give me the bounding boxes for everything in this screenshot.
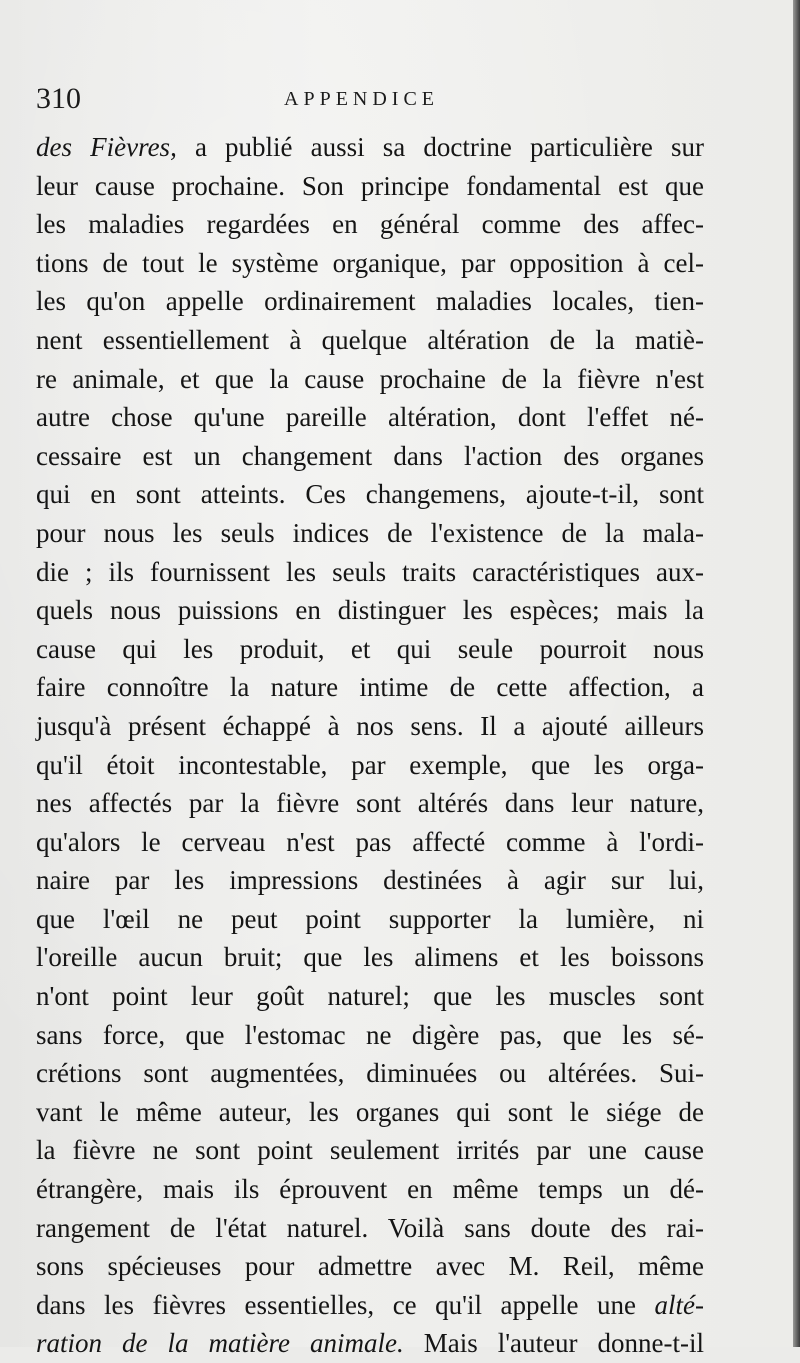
- text-line: [36, 1054, 704, 1093]
- text-line: [36, 398, 704, 437]
- text-segment: qui en sont atteints. Ces changemens, ajoute-t-il, sont: [36, 479, 704, 510]
- text-segment: tions de tout le système organique, par opposition à cel-: [36, 247, 704, 278]
- text-segment: cessaire est un changement dans l'action des organes: [36, 440, 704, 471]
- text-line: [36, 977, 704, 1016]
- text-segment: quels nous puissions en distinguer les espèces; mais la: [36, 595, 704, 626]
- text-segment: crétions sont augmentées, diminuées ou altérées. Sui-: [36, 1058, 704, 1089]
- text-line: [36, 823, 704, 862]
- text-line: [36, 514, 704, 553]
- text-line: [36, 707, 704, 746]
- text-line: [36, 167, 704, 206]
- text-segment: sons spécieuses pour admettre avec M. Reil, même: [36, 1251, 704, 1282]
- page-edge-shadow: [793, 0, 800, 1347]
- text-line: [36, 1093, 704, 1132]
- text-segment: dans les fièvres essentielles, ce qu'il appelle une: [36, 1289, 655, 1320]
- text-line: [36, 746, 704, 785]
- text-segment: ration de la matière animale.: [36, 1328, 404, 1359]
- text-segment: que l'œil ne peut point supporter la lumière, ni: [36, 903, 704, 934]
- text-line: [36, 1170, 704, 1209]
- text-line: [36, 668, 704, 707]
- text-line: [36, 900, 704, 939]
- text-segment: pour nous les seuls indices de l'existence de la mala-: [36, 517, 704, 548]
- text-segment: re animale, et que la cause prochaine de la fièvre n'est: [36, 363, 704, 394]
- text-segment: nes affectés par la fièvre sont altérés dans leur nature,: [36, 788, 704, 819]
- text-line: [36, 1209, 704, 1248]
- text-line: [36, 1247, 704, 1286]
- text-segment: naire par les impressions destinées à agir sur lui,: [36, 865, 704, 896]
- text-segment: a publié aussi sa doctrine particulière sur: [176, 132, 704, 162]
- text-segment: faire connoître la nature intime de cette affection, a: [36, 672, 704, 703]
- text-line: [36, 591, 704, 630]
- text-line: [36, 205, 704, 244]
- text-line: [36, 861, 704, 900]
- text-line: [36, 475, 704, 514]
- text-segment: Mais l'auteur donne-t-il: [403, 1328, 704, 1359]
- text-segment: des Fièvres,: [36, 132, 177, 162]
- text-segment: vant le même auteur, les organes qui sont le siége de: [36, 1096, 704, 1127]
- page-number: 310: [36, 82, 81, 115]
- text-segment: qu'il étoit incontestable, par exemple, que les orga-: [36, 749, 704, 780]
- text-segment: sans force, que l'estomac ne digère pas, que les sé-: [36, 1019, 704, 1050]
- text-segment: l'oreille aucun bruit; que les alimens et les boissons: [36, 942, 704, 973]
- text-line: [36, 437, 704, 476]
- text-segment: qu'alors le cerveau n'est pas affecté comme à l'ordi-: [36, 826, 704, 857]
- running-head: APPENDICE: [284, 88, 440, 110]
- text-line: [36, 128, 704, 167]
- text-segment: jusqu'à présent échappé à nos sens. Il a ajouté ailleurs: [36, 710, 704, 741]
- text-segment: die ; ils fournissent les seuls traits caractéristiques aux-: [36, 556, 704, 587]
- text-line: [36, 784, 704, 823]
- text-line: [36, 244, 704, 283]
- text-segment: étrangère, mais ils éprouvent en même temps un dé-: [36, 1174, 704, 1205]
- text-line: [36, 1286, 704, 1325]
- text-line: [36, 938, 704, 977]
- text-segment: les maladies regardées en général comme des affec-: [36, 209, 704, 240]
- text-line: [36, 360, 704, 399]
- text-segment: alté-: [654, 1289, 704, 1320]
- page-header: [36, 82, 736, 122]
- text-line: [36, 553, 704, 592]
- body-text: [36, 128, 704, 1363]
- text-segment: leur cause prochaine. Son principe fondamental est que: [36, 170, 704, 201]
- text-segment: cause qui les produit, et qui seule pourroit nous: [36, 633, 704, 664]
- text-segment: les qu'on appelle ordinairement maladies locales, tien-: [36, 286, 704, 317]
- text-segment: nent essentiellement à quelque altération de la matiè-: [36, 324, 704, 355]
- text-line: [36, 1016, 704, 1055]
- text-line: [36, 282, 704, 321]
- text-line: [36, 1131, 704, 1170]
- text-segment: n'ont point leur goût naturel; que les muscles sont: [36, 981, 704, 1012]
- text-segment: rangement de l'état naturel. Voilà sans doute des rai-: [36, 1212, 704, 1243]
- text-segment: autre chose qu'une pareille altération, dont l'effet né-: [36, 402, 704, 433]
- text-segment: la fièvre ne sont point seulement irrités par une cause: [36, 1135, 704, 1166]
- text-line: [36, 630, 704, 669]
- text-line: [36, 321, 704, 360]
- text-line: [36, 1324, 704, 1363]
